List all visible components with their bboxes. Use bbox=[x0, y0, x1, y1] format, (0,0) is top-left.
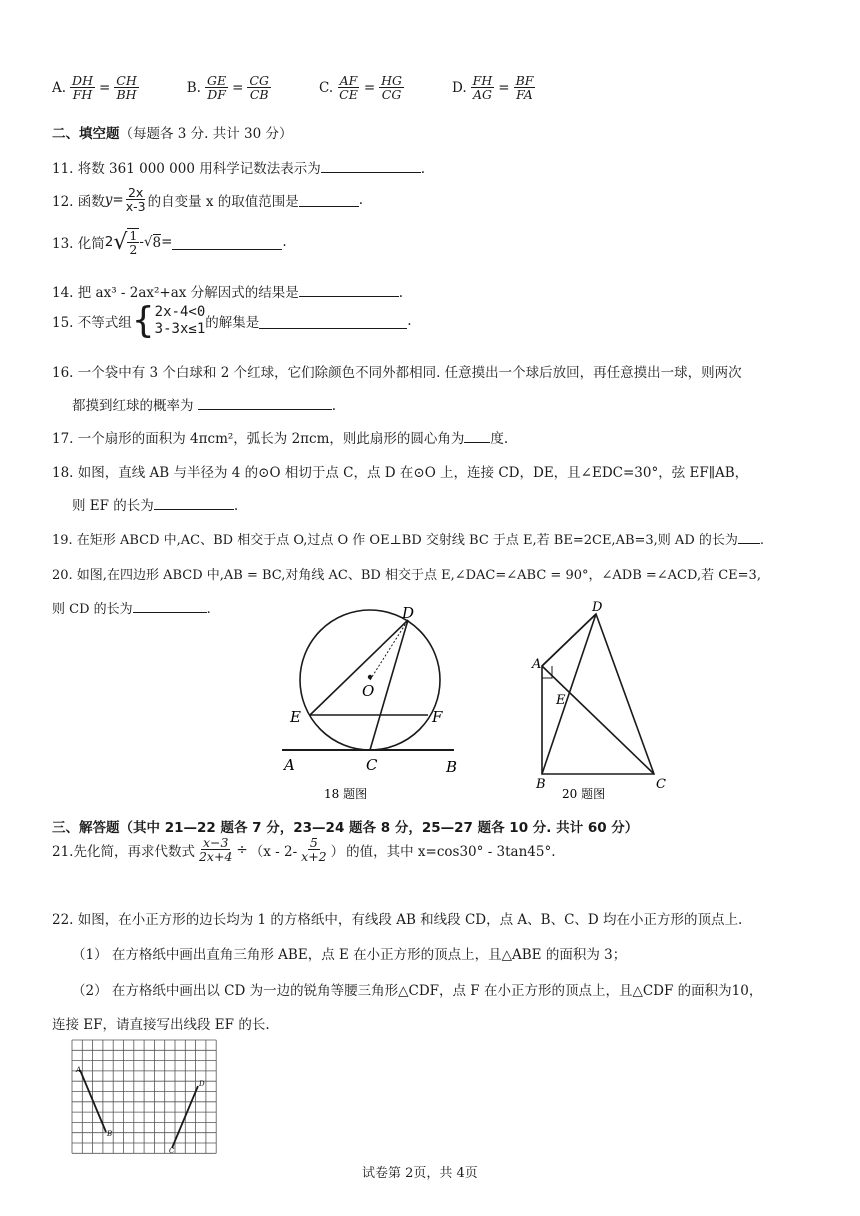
answer-blank bbox=[154, 495, 234, 510]
label-d: D bbox=[402, 604, 415, 622]
question-13: 13. 化简 2 √ $\frac{1}{2}$ - √ 8 = . bbox=[52, 228, 287, 258]
question-22-part3: 连接 EF，请直接写出线段 EF 的长. bbox=[52, 1017, 270, 1033]
answer-blank bbox=[259, 314, 407, 329]
fraction: $\frac{CH}{BH}$ bbox=[116, 73, 137, 103]
question-14: 14. 把 ax³ - 2ax²+ax 分解因式的结果是 . bbox=[52, 281, 403, 301]
label-a: A bbox=[532, 657, 542, 672]
figure-18 bbox=[276, 604, 476, 810]
fraction: $\frac{DH}{FH}$ bbox=[72, 73, 93, 103]
option-b: B. $\frac{GE}{DF}$ = $\frac{CG}{CB}$ bbox=[186, 73, 269, 103]
section-3-heading: 三、解答题（其中 21—22 题各 7 分，23—24 题各 8 分，25—27 题各 10 分. 共计 60 分） bbox=[52, 820, 639, 836]
fraction: $\frac{x-3}{2x+4}$ bbox=[198, 835, 233, 865]
question-16: 16. 一个袋中有 3 个白球和 2 个红球，它们除颜色不同外都相同. 任意摸出一个球后放回，再任意摸出一球，则两次 bbox=[52, 365, 742, 381]
question-12: 12. 函数 y= $\frac{2x}{x-3}$ 的自变量 x 的取值范围是 . bbox=[52, 185, 364, 215]
fraction: $\frac{1}{2}$ bbox=[129, 228, 138, 258]
label-c: C bbox=[366, 756, 378, 774]
sqrt-radical: √ bbox=[113, 229, 128, 255]
question-18-line2: 则 EF 的长为 . bbox=[72, 494, 238, 514]
diagonal-ac bbox=[542, 666, 654, 774]
fraction: $\frac{FH}{AG}$ bbox=[472, 73, 493, 103]
answer-blank bbox=[172, 235, 282, 250]
center-dot bbox=[368, 675, 372, 679]
answer-blank bbox=[299, 282, 399, 297]
brace: { bbox=[131, 300, 155, 341]
grid-figure bbox=[70, 1038, 226, 1164]
inequality-system: 2x-4<0 3-3x≤1 bbox=[154, 303, 206, 337]
label-e: E bbox=[290, 708, 301, 726]
answer-blank bbox=[299, 192, 359, 207]
diagonal-bd bbox=[542, 614, 596, 774]
label-b: B bbox=[446, 758, 458, 776]
fraction: $\frac{HG}{CG}$ bbox=[381, 73, 403, 103]
segment-od bbox=[370, 620, 408, 680]
question-22-part2: （2） 在方格纸中画出以 CD 为一边的锐角等腰三角形△CDF，点 F 在小正方形的顶点上，且△CDF 的面积为10， bbox=[72, 983, 763, 999]
question-20: 20. 如图,在四边形 ABCD 中,AB = BC,对角线 AC、BD 相交于点 E,∠DAC=∠ABC = 90°，∠ADB =∠ACD,若 CE=3, bbox=[52, 568, 761, 583]
square-grid bbox=[72, 1040, 216, 1153]
question-22: 22. 如图，在小正方形的边长均为 1 的方格纸中，有线段 AB 和线段 CD，点 A、B、C、D 均在小正方形的顶点上. bbox=[52, 912, 743, 928]
label-c: C bbox=[169, 1147, 175, 1155]
label-d: D bbox=[592, 600, 603, 615]
answer-blank bbox=[133, 598, 207, 613]
label-c: C bbox=[656, 777, 666, 792]
answer-blank bbox=[738, 529, 760, 544]
options-row bbox=[52, 74, 535, 101]
label-b: B bbox=[107, 1130, 113, 1138]
section-2-heading: 二、填空题（每题各 3 分. 共计 30 分） bbox=[52, 126, 293, 142]
label-b: B bbox=[536, 777, 546, 792]
figure-20 bbox=[522, 598, 678, 806]
option-d: D. $\frac{FH}{AG}$ = $\frac{BF}{FA}$ bbox=[452, 73, 534, 103]
sqrt-radical: √ bbox=[143, 234, 153, 251]
fraction: $\frac{BF}{FA}$ bbox=[515, 73, 534, 103]
page-footer: 试卷第 2页，共 4页 bbox=[362, 1166, 478, 1181]
label-e: E bbox=[556, 693, 566, 708]
fraction: $\frac{5}{x+2}$ bbox=[301, 835, 327, 865]
label-a: A bbox=[284, 756, 295, 774]
label-o: O bbox=[362, 682, 375, 700]
question-16-line2: 都摸到红球的概率为 . bbox=[72, 394, 336, 414]
fraction: $\frac{CG}{CB}$ bbox=[249, 73, 269, 103]
answer-blank bbox=[198, 395, 332, 410]
question-21: 21.先化简，再求代数式 $\frac{x-3}{2x+4}$ ÷ （x - 2- $\frac{5}{x+2}$ ） 的值，其中 x=cos30° - 3tan45°. bbox=[52, 835, 556, 865]
caption-20: 20 题图 bbox=[562, 787, 606, 801]
answer-blank bbox=[464, 428, 490, 443]
question-19: 19. 在矩形 ABCD 中,AC、BD 相交于点 O,过点 O 作 OE⊥BD 交射线 BC 于点 E,若 BE=2CE,AB=3,则 AD 的长为 . bbox=[52, 529, 764, 548]
answer-blank bbox=[321, 158, 421, 173]
question-17: 17. 一个扇形的面积为 4πcm²，弧长为 2πcm，则此扇形的圆心角为 度. bbox=[52, 427, 508, 447]
caption-18: 18 题图 bbox=[324, 787, 368, 801]
question-22-part1: （1） 在方格纸中画出直角三角形 ABE，点 E 在小正方形的顶点上，且△ABE 的面积为 3； bbox=[72, 947, 627, 963]
label-d: D bbox=[199, 1080, 205, 1088]
question-18: 18. 如图，直线 AB 与半径为 4 的⊙O 相切于点 C，点 D 在⊙O 上，连接 CD，DE，且∠EDC=30°，弦 EF∥AB， bbox=[52, 465, 749, 481]
fraction: $\frac{GE}{DF}$ bbox=[206, 73, 227, 103]
option-a: A. $\frac{DH}{FH}$ = $\frac{CH}{BH}$ bbox=[52, 73, 137, 103]
fraction: $\frac{AF}{CE}$ bbox=[339, 73, 358, 103]
question-20-line2: 则 CD 的长为 . bbox=[52, 598, 211, 617]
label-f: F bbox=[432, 708, 443, 726]
fraction: $\frac{2x}{x-3}$ bbox=[125, 185, 146, 215]
question-11: 11. 将数 361 000 000 用科学记数法表示为 . bbox=[52, 157, 425, 177]
label-a: A bbox=[76, 1066, 82, 1074]
question-15: 15. 不等式组 { 2x-4<0 3-3x≤1 的解集是 . bbox=[52, 300, 412, 341]
option-c: C. $\frac{AF}{CE}$ = $\frac{HG}{CG}$ bbox=[318, 73, 403, 103]
